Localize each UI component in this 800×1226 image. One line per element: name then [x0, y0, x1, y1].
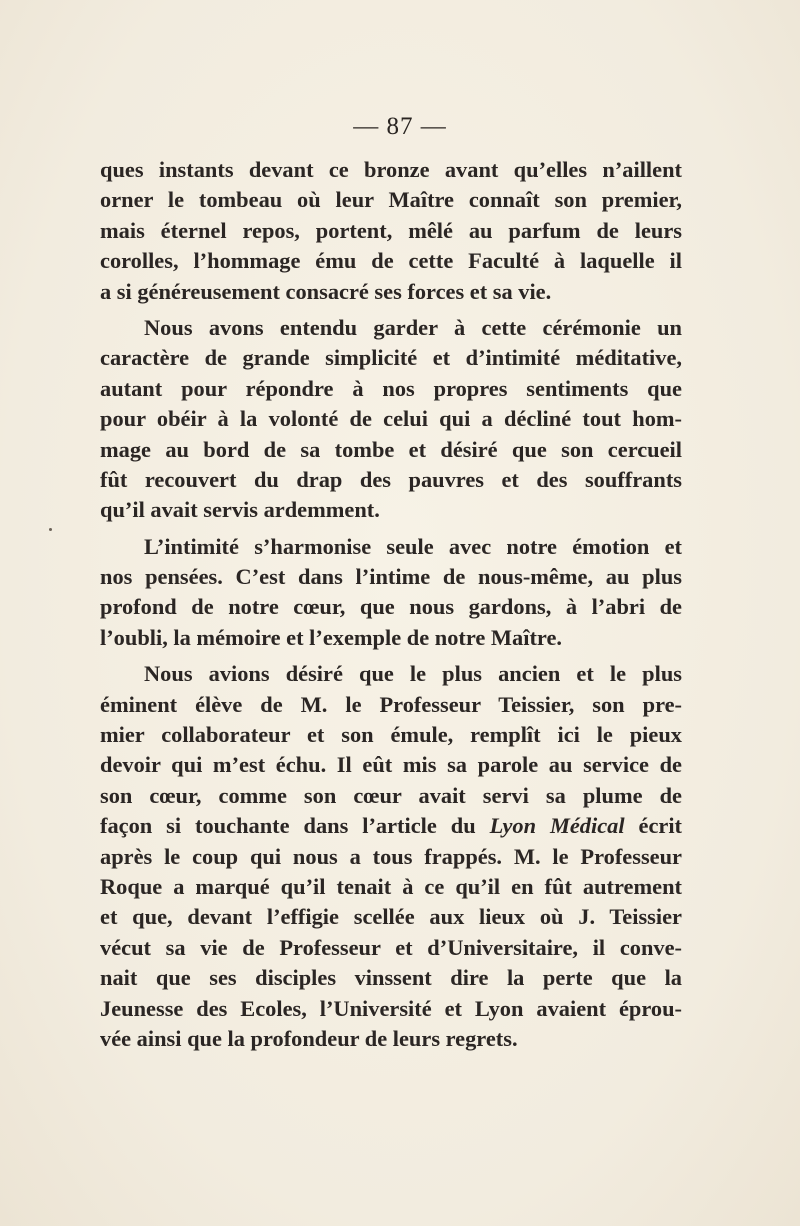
paragraph [100, 659, 682, 1054]
text-line: nos pensées. C’est dans l’intime de nous-même, au plus [100, 564, 682, 590]
text-line: autant pour répondre à nos propres sentiments que [100, 375, 682, 401]
text-line: vécut sa vie de Professeur et d’Universitaire, il conve- [100, 934, 682, 960]
paragraph [100, 313, 682, 526]
text-line: ques instants devant ce bronze avant qu’elles n’aillent [100, 157, 682, 182]
journal-title: Lyon Médical [489, 813, 625, 839]
text-line: devoir qui m’est échu. Il eût mis sa parole au service de [100, 752, 682, 778]
text-line: mier collaborateur et son émule, remplît ici le pieux [100, 722, 682, 748]
text-line: son cœur, comme son cœur avait servi sa plume de [100, 782, 682, 808]
paragraph [100, 532, 682, 654]
text-line: profond de notre cœur, que nous gardons, à l’abri de [100, 594, 682, 620]
text-line: pour obéir à la volonté de celui qui a décliné tout hom- [100, 406, 682, 432]
text-line: après le coup qui nous a tous frappés. M. le Professeur [100, 843, 682, 869]
text-line: et que, devant l’effigie scellée aux lieux où J. Teissier [100, 904, 682, 930]
text-line: orner le tombeau où leur Maître connaît son premier, [100, 187, 682, 213]
text-line: Roque a marqué qu’il tenait à ce qu’il en fût autrement [100, 873, 682, 899]
text-line: vée ainsi que la profondeur de leurs regrets. [100, 1025, 518, 1051]
text-line: fût recouvert du drap des pauvres et des souffrants [100, 466, 682, 492]
text-line: éminent élève de M. le Professeur Teissier, son pre- [100, 691, 682, 717]
text-line: corolles, l’hommage ému de cette Faculté à laquelle il [100, 248, 682, 274]
text-line: nait que ses disciples vinssent dire la perte que la [100, 965, 682, 991]
paragraph [100, 155, 682, 307]
text-line: l’oubli, la mémoire et l’exemple de notre Maître. [100, 624, 562, 650]
text-line: mais éternel repos, portent, mêlé au parfum de leurs [100, 217, 682, 243]
page-number: — 87 — [353, 113, 447, 140]
text-line: Nous avons entendu garder à cette cérémonie un [144, 314, 682, 340]
ink-speck [49, 528, 52, 531]
text-line: Nous avions désiré que le plus ancien et le plus [144, 661, 682, 687]
text-line: a si généreusement consacré ses forces et sa vie. [100, 278, 552, 304]
body-text [100, 155, 682, 1054]
text-line: qu’il avait servis ardemment. [100, 497, 380, 523]
text-line: façon si touchante dans l’article du Lyon Médical écrit [100, 813, 682, 839]
text-line: caractère de grande simplicité et d’intimité méditative, [100, 345, 682, 371]
text-line: Jeunesse des Ecoles, l’Université et Lyon avaient éprou- [100, 995, 682, 1021]
text-line: mage au bord de sa tombe et désiré que son cercueil [100, 436, 682, 462]
text-line: L’intimité s’harmonise seule avec notre émotion et [144, 533, 682, 559]
